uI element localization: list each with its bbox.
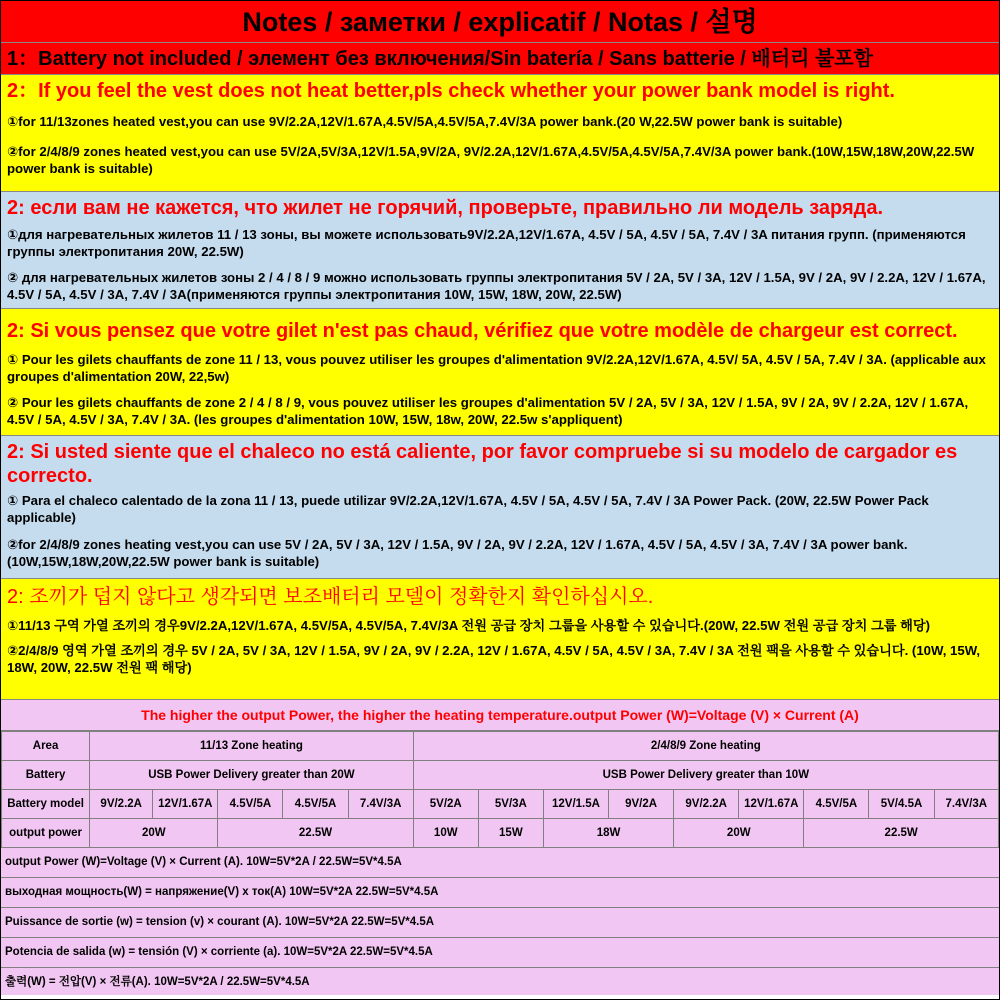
section-paragraph-1: ① Pour les gilets chauffants de zone 11 / 13, vous pouvez utiliser les groupes d'alimentation 9V/2.2A,12V/1.67A, 4.5V/ 5A, 4.5V / 5A, 7.4V / 3A. (applicable aux groupes d'alimentation 20W, 22,5w) <box>7 352 986 384</box>
model-cell: 9V/2.2A <box>674 790 739 819</box>
table-row <box>2 790 999 819</box>
section-paragraph-2: ②for 2/4/8/9 zones heating vest,you can use 5V / 2A, 5V / 3A, 12V / 1.5A, 9V / 2A, 9V / 2.2A, 12V / 1.67A, 4.5V / 5A, 4.5V / 3A, 7.4V / 3A power bank.(10W,15W,18W,20W,22.5W power bank is suitable) <box>7 537 908 569</box>
battery-model-label: Battery model <box>2 790 90 819</box>
output-power-label: output power <box>2 819 90 848</box>
formula-line: Potencia de salida (w) = tensión (V) × corriente (a). 10W=5V*2A 22.5W=5V*4.5A <box>1 938 999 968</box>
formula-line: выходная мощность(W) = напряжение(V) x ток(A) 10W=5V*2A 22.5W=5V*4.5A <box>1 878 999 908</box>
power-cell: 10W <box>413 819 478 848</box>
section-heading: 2: если вам не кажется, что жилет не горячий, проверьте, правильно ли модель заряда. <box>7 197 884 219</box>
section-paragraph-1: ① Para el chaleco calentado de la zona 11 / 13, puede utilizar 9V/2.2A,12V/1.67A, 4.5V / 5A, 4.5V / 5A, 7.4V / 3A Power Pack. (20W, 22.5W Power Pack applicable) <box>7 493 929 525</box>
formula-line: 출력(W) = 전압(V) × 전류(A). 10W=5V*2A / 22.5W=5V*4.5A <box>5 976 310 988</box>
table-row <box>2 732 999 761</box>
power-table-heading: The higher the output Power, the higher the heating temperature.output Power (W)=Voltage (V) × Current (A) <box>1 700 999 731</box>
model-cell: 12V/1.67A <box>739 790 804 819</box>
section-paragraph-1: ①for 11/13zones heated vest,you can use 9V/2.2A,12V/1.67A,4.5V/5A,4.5V/5A,7.4V/3A power bank.(20 W,22.5W power bank is suitable) <box>7 114 843 129</box>
page-title: Notes / заметки / explicatif / Notas / 설명 <box>1 1 999 43</box>
model-cell: 7.4V/3A <box>348 790 413 819</box>
section-paragraph-2: ②for 2/4/8/9 zones heated vest,you can use 5V/2A,5V/3A,12V/1.5A,9V/2A, 9V/2.2A,12V/1.67A,4.5V/5A,4.5V/5A,7.4V/3A power bank.(10W,15W,18W,20W,22.5W power bank is suitable) <box>7 144 975 176</box>
zone-11-13-label: 11/13 Zone heating <box>90 732 414 761</box>
section-heading: 2: Si usted siente que el chaleco no está caliente, por favor compruebe si su modelo de cargador es correcto. <box>7 441 958 487</box>
model-cell: 12V/1.67A <box>153 790 218 819</box>
section-heading: 2：If you feel the vest does not heat better,pls check whether your power bank model is right. <box>7 80 895 102</box>
table-row <box>2 761 999 790</box>
model-cell: 5V/2A <box>413 790 478 819</box>
model-cell: 5V/3A <box>478 790 543 819</box>
section-russian <box>1 192 999 309</box>
battery-note: 1：Battery not included / элемент без включения/Sin batería / Sans batterie / 배터리 불포함 <box>1 43 999 75</box>
battery-2-4-8-9: USB Power Delivery greater than 10W <box>413 761 998 790</box>
section-heading: 2: Si vous pensez que votre gilet n'est pas chaud, vérifiez que votre modèle de chargeur est correct. <box>7 320 958 342</box>
section-paragraph-2: ② Pour les gilets chauffants de zone 2 / 4 / 8 / 9, vous pouvez utiliser les groupes d'alimentation 5V / 2A, 5V / 3A, 12V / 1.5A, 9V / 2A, 9V / 2.2A, 12V / 1.67A, 4.5V / 5A, 4.5V / 3A, 7.4V / 3A. (les groupes d'alimentation 10W, 15W, 18w, 20W, 22.5w s'appliquent) <box>7 395 969 427</box>
model-cell: 7.4V/3A <box>934 790 998 819</box>
section-paragraph-1: ①для нагревательных жилетов 11 / 13 зоны, вы можете использовать9V/2.2A,12V/1.67A, 4.5V / 5A, 4.5V / 5A, 7.4V / 3A питания групп. (применяются группы электропитания 20W, 22.5W) <box>7 227 966 259</box>
power-cell: 20W <box>674 819 804 848</box>
power-cell: 20W <box>90 819 218 848</box>
section-korean <box>1 579 999 700</box>
section-english <box>1 75 999 192</box>
power-cell: 22.5W <box>218 819 413 848</box>
table-row <box>2 819 999 848</box>
area-label: Area <box>2 732 90 761</box>
formula-line: output Power (W)=Voltage (V) × Current (A). 10W=5V*2A / 22.5W=5V*4.5A <box>1 848 999 878</box>
section-paragraph-1: ①11/13 구역 가열 조끼의 경우9V/2.2A,12V/1.67A, 4.5V/5A, 4.5V/5A, 7.4V/3A 전원 공급 장치 그룹을 사용할 수 있습니다.(20W, 22.5W 전원 공급 장치 그룹 해당) <box>7 618 931 633</box>
section-paragraph-2: ②2/4/8/9 영역 가열 조끼의 경우 5V / 2A, 5V / 3A, 12V / 1.5A, 9V / 2A, 9V / 2.2A, 12V / 1.67A, 4.5V / 5A, 4.5V / 3A, 7.4V / 3A 전원 팩을 사용할 수 있습니다. (10W, 15W, 18W, 20W, 22.5W 전원 팩 해당) <box>7 643 981 675</box>
model-cell: 9V/2.2A <box>90 790 153 819</box>
model-cell: 12V/1.5A <box>543 790 608 819</box>
zone-2-4-8-9-label: 2/4/8/9 Zone heating <box>413 732 998 761</box>
model-cell: 5V/4.5A <box>869 790 934 819</box>
power-cell: 18W <box>543 819 673 848</box>
power-cell: 15W <box>478 819 543 848</box>
model-cell: 9V/2A <box>609 790 674 819</box>
section-paragraph-2: ② для нагревательных жилетов зоны 2 / 4 / 8 / 9 можно использовать группы электропитания 5V / 2A, 5V / 3A, 12V / 1.5A, 9V / 2A, 9V / 2.2A, 12V / 1.67A, 4.5V / 5A, 4.5V / 3A, 7.4V / 3A(применяются группы электропитания 10W, 15W, 18W, 20W, 22.5W) <box>7 270 986 302</box>
model-cell: 4.5V/5A <box>283 790 348 819</box>
formula-line: Puissance de sortie (w) = tension (v) × courant (A). 10W=5V*2A 22.5W=5V*4.5A <box>1 908 999 938</box>
section-heading: 2: 조끼가 덥지 않다고 생각되면 보조배터리 모델이 정확한지 확인하십시오. <box>7 586 654 608</box>
battery-label: Battery <box>2 761 90 790</box>
model-cell: 4.5V/5A <box>218 790 283 819</box>
battery-11-13: USB Power Delivery greater than 20W <box>90 761 414 790</box>
section-spanish <box>1 436 999 579</box>
power-table-section <box>1 700 999 995</box>
power-table <box>1 731 999 848</box>
power-cell: 22.5W <box>804 819 999 848</box>
model-cell: 4.5V/5A <box>804 790 869 819</box>
section-french <box>1 309 999 436</box>
